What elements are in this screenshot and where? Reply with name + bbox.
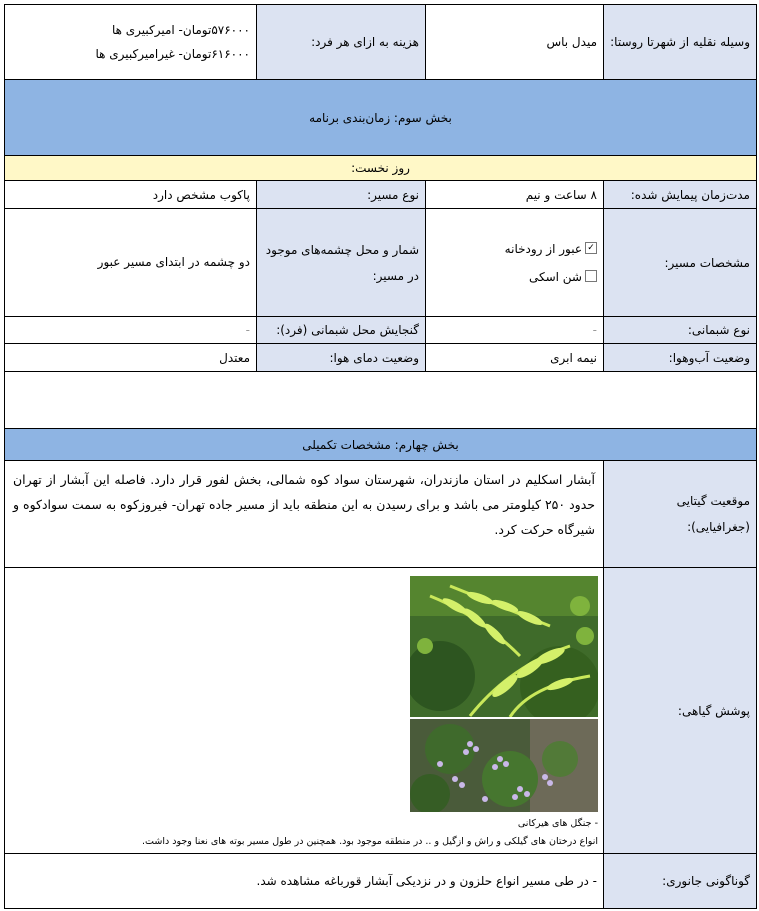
springs-label: شمار و محل چشمه‌های موجود در مسیر:	[256, 208, 426, 317]
route-specs-row	[4, 208, 757, 317]
vegetation-caption-trees: انواع درختان های گیلکی و راش و ازگیل و .. در منطقه موجود بود. همچنین در طول مسیر بوته های نعنا وجود داشت.	[142, 836, 598, 847]
transport-value: میدل باس	[425, 4, 604, 80]
cost-label: هزینه به ازای هر فرد:	[256, 4, 426, 80]
temperature-label: وضعیت دمای هوا:	[256, 343, 426, 372]
section4-row	[4, 428, 757, 461]
option-river-crossing[interactable]	[432, 235, 597, 263]
fauna-row	[4, 853, 757, 909]
spacer-row	[4, 371, 757, 429]
fern-image	[410, 576, 598, 717]
shelter-type-label: نوع شبمانی:	[603, 316, 757, 344]
shelter-row	[4, 316, 757, 344]
duration-label: مدت‌زمان پیمایش شده:	[603, 180, 757, 209]
transport-row	[4, 4, 757, 80]
shelter-capacity-label: گنجایش محل شبمانی (فرد):	[256, 316, 426, 344]
route-specs-label: مشخصات مسیر:	[603, 208, 757, 317]
cost-line-non-amirkabir: ۶۱۶۰۰۰تومان- غیرامیرکبیری ها	[95, 47, 250, 61]
spacer-cell	[4, 371, 757, 429]
checkbox-river-crossing[interactable]: ✓	[585, 242, 597, 254]
transport-label: وسیله نقلیه از شهرتا روستا:	[603, 4, 757, 80]
wildflower-image	[410, 719, 598, 812]
checkbox-sand-ski[interactable]	[585, 270, 597, 282]
fauna-label: گوناگونی جانوری:	[603, 853, 757, 909]
cost-value	[4, 4, 257, 80]
section3-title: بخش سوم: زمان‌بندی برنامه	[4, 79, 757, 156]
fauna-text: - در طی مسیر انواع حلزون و در نزدیکی آبشار قورباغه مشاهده شد.	[4, 853, 604, 909]
location-text: آبشار اسکلیم در استان مازندران، شهرستان سواد کوه شمالی، بخش لفور قرار دارد. فاصله این آبشار از تهران حدود ۲۵۰ کیلومتر می باشد و برای رسیدن به این منطقه باید از مسیر جاده تهران- فیروزکوه به سمت سوادکوه و شیرگاه حرکت کرد.	[4, 460, 604, 568]
route-type-value: پاکوب مشخص دارد	[4, 180, 257, 209]
day1-row	[4, 155, 757, 181]
vegetation-label: پوشش گیاهی:	[603, 567, 757, 854]
temperature-value: معتدل	[4, 343, 257, 372]
fern-photo	[410, 576, 598, 717]
location-row	[4, 460, 757, 568]
route-type-label: نوع مسیر:	[256, 180, 426, 209]
shelter-capacity-value: -	[4, 316, 257, 344]
duration-value: ۸ ساعت و نیم	[425, 180, 604, 209]
route-specs-options	[425, 208, 604, 317]
location-label: موقعیت گیتایی (جغرافیایی):	[603, 460, 757, 568]
day1-title: روز نخست:	[4, 155, 757, 181]
option-sand-ski-label: شن اسکی	[528, 269, 582, 284]
springs-value: دو چشمه در ابتدای مسیر عبور	[4, 208, 257, 317]
duration-row	[4, 180, 757, 209]
section3-row	[4, 79, 757, 156]
option-river-crossing-label: عبور از رودخانه	[504, 241, 582, 256]
weather-row	[4, 343, 757, 372]
weather-value: نیمه ابری	[425, 343, 604, 372]
vegetation-row	[4, 567, 757, 854]
section4-title: بخش چهارم: مشخصات تکمیلی	[4, 428, 757, 461]
cost-line-amirkabir: ۵۷۶۰۰۰تومان- امیرکبیری ها	[111, 23, 250, 37]
shelter-type-value: -	[425, 316, 604, 344]
option-sand-ski[interactable]	[432, 263, 597, 291]
vegetation-caption-forest: - جنگل های هیرکانی	[517, 818, 598, 829]
weather-label: وضعیت آب‌وهوا:	[603, 343, 757, 372]
wildflower-photo	[410, 719, 598, 812]
